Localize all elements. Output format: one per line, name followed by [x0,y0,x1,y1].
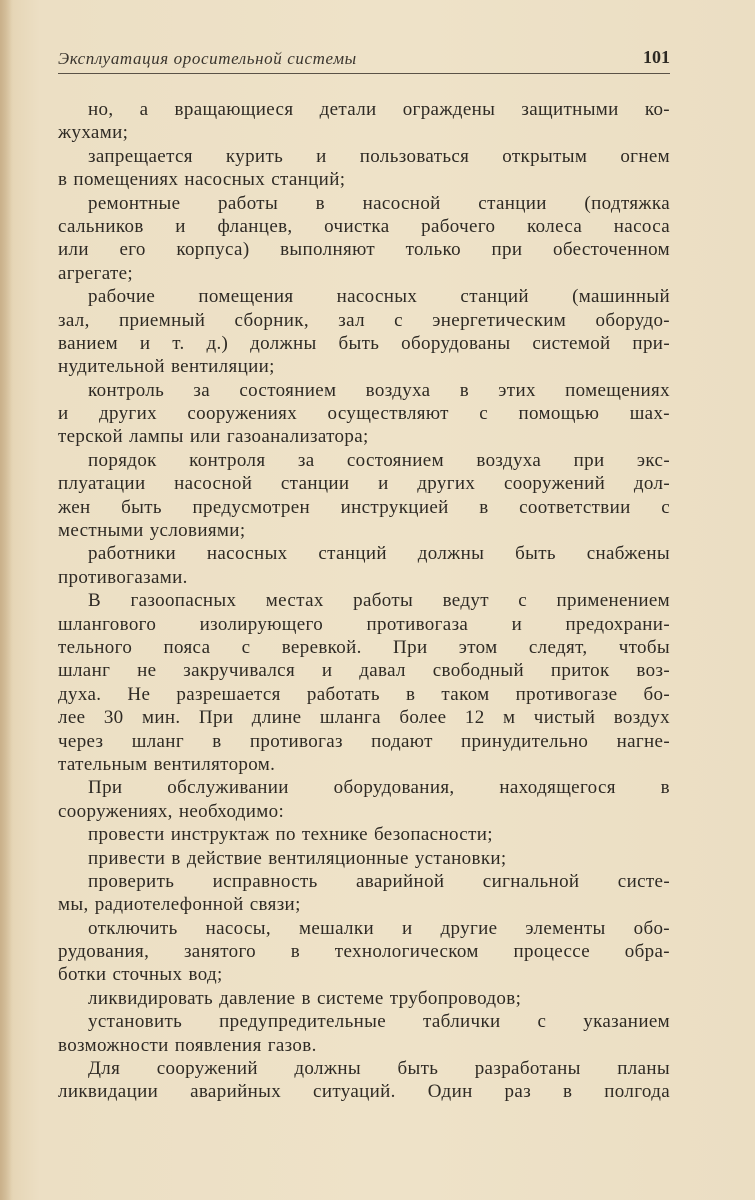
header-rule [58,73,670,74]
text-line: противогазами. [58,566,188,588]
text-line: отключить насосы, мешалки и другие элементы обо- [88,917,670,939]
text-line: шлангового изолирующего противогаза и предохрани- [58,613,670,635]
text-line: запрещается курить и пользоваться открытым огнем [88,145,670,167]
text-line: жен быть предусмотрен инструкцией в соответствии с [58,496,670,518]
running-title: Эксплуатация оросительной системы [58,49,357,68]
text-line: сальников и фланцев, очистка рабочего колеса насоса [58,215,670,237]
text-line: проверить исправность аварийной сигнальной систе- [88,870,670,892]
text-line: провести инструктаж по технике безопасности; [88,824,493,846]
text-line: или его корпуса) выполняют только при обесточенном [58,239,670,261]
text-line: ликвидации аварийных ситуаций. Один раз в полгода [58,1081,670,1103]
text-line: тельного пояса с веревкой. При этом следят, чтобы [58,636,670,658]
text-line: но, а вращающиеся детали ограждены защитными ко- [88,99,670,120]
binding-shadow [0,0,12,1200]
text-line: лее 30 мин. При длине шланга более 12 м чистый воздух [58,707,670,729]
text-line: рудования, занятого в технологическом процессе обра- [58,941,670,963]
text-line: жухами; [58,122,129,144]
page-number: 101 [643,47,670,67]
text-line: духа. Не разрешается работать в таком противогазе бо- [58,683,670,705]
text-line: привести в действие вентиляционные установки; [88,847,507,869]
text-line: рабочие помещения насосных станций (машинный [88,286,670,308]
text-line: и других сооружениях осуществляют с помощью шах- [58,403,670,425]
text-line: ремонтные работы в насосной станции (подтяжка [88,192,670,214]
text-line: установить предупредительные таблички с указанием [88,1011,670,1033]
text-line: шланг не закручивался и давал свободный приток воз- [58,660,670,682]
text-line: ванием и т. д.) должны быть оборудованы системой при- [58,332,670,354]
text-line: в помещениях насосных станций; [58,169,346,191]
text-line: ликвидировать давление в системе трубопроводов; [88,987,522,1009]
text-line: контроль за состоянием воздуха в этих помещениях [88,379,670,401]
text-line: мы, радиотелефонной связи; [58,894,301,916]
text-line: ботки сточных вод; [58,964,223,986]
text-line: сооружениях, необходимо: [58,800,285,822]
text-line: тательным вентилятором. [58,753,276,775]
text-line: через шланг в противогаз подают принудительно нагне- [58,730,670,752]
text-line: зал, приемный сборник, зал с энергетическим оборудо- [58,309,670,331]
text-line: работники насосных станций должны быть снабжены [88,543,670,565]
text-line: нудительной вентиляции; [58,356,275,378]
body-text [58,98,670,1104]
text-line: местными условиями; [58,520,246,542]
text-line: терской лампы или газоанализатора; [58,426,369,448]
text-line: В газоопасных местах работы ведут с применением [88,590,670,612]
text-line: возможности появления газов. [58,1034,317,1056]
text-line: При обслуживании оборудования, находящегося в [88,777,670,799]
text-line: плуатации насосной станции и других сооружений дол- [58,473,670,495]
text-line: Для сооружений должны быть разработаны планы [88,1058,670,1080]
text-line: агрегате; [58,262,134,284]
text-line: порядок контроля за состоянием воздуха при экс- [88,449,670,471]
page-header [58,46,670,74]
